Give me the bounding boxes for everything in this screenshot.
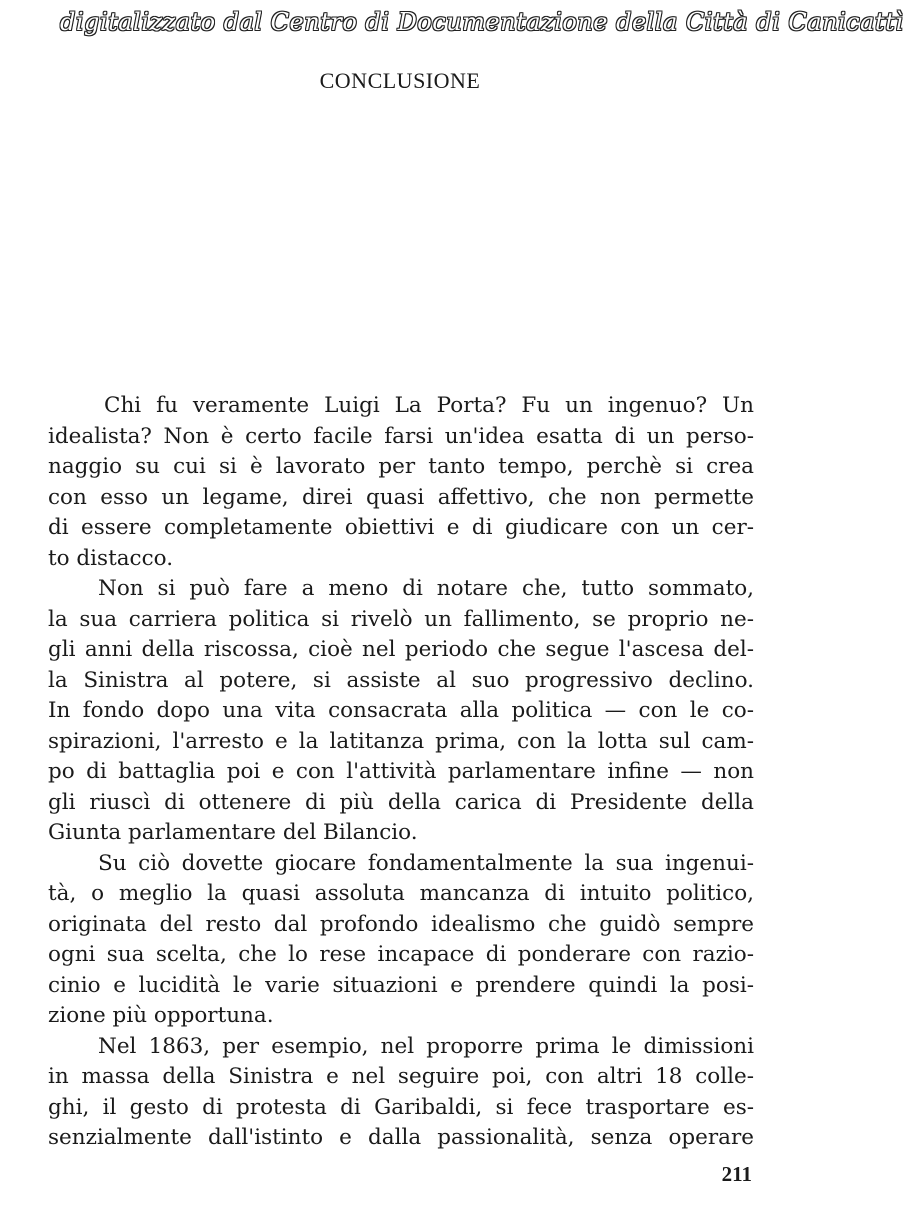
text-line: la sua carriera politica si rivelò un fallimento, se proprio ne- bbox=[48, 606, 754, 632]
text-line: di essere completamente obiettivi e di giudicare con un cer- bbox=[48, 515, 754, 540]
text-line: ogni sua scelta, che lo rese incapace di ponderare con razio- bbox=[48, 942, 754, 967]
text-line: Nel 1863, per esempio, nel proporre prima le dimissioni bbox=[98, 1033, 754, 1059]
text-line: gli riuscì di ottenere di più della carica di Presidente della bbox=[48, 789, 754, 815]
text-line: Su ciò dovette giocare fondamentalmente la sua ingenui- bbox=[98, 850, 754, 876]
text-line: Giunta parlamentare del Bilancio. bbox=[48, 820, 418, 845]
body-text bbox=[48, 391, 754, 1154]
text-line: ghi, il gesto di protesta di Garibaldi, si fece trasportare es- bbox=[48, 1094, 754, 1120]
page-number: 211 bbox=[721, 1162, 752, 1186]
text-line: spirazioni, l'arresto e la latitanza prima, con la lotta sul cam- bbox=[48, 728, 754, 754]
chapter-title: CONCLUSIONE bbox=[319, 68, 481, 93]
text-line: Non si può fare a meno di notare che, tutto sommato, bbox=[98, 576, 754, 601]
text-line: originata del resto dal profondo idealismo che guidò sempre bbox=[48, 911, 754, 937]
digitization-watermark: digitalizzato dal Centro di Documentazione della Città di Canicattì bbox=[60, 8, 903, 36]
text-line: idealista? Non è certo facile farsi un'idea esatta di un perso- bbox=[48, 423, 754, 449]
text-line: senzialmente dall'istinto e dalla passionalità, senza operare bbox=[48, 1125, 754, 1150]
text-line: naggio su cui si è lavorato per tanto tempo, perchè si crea bbox=[48, 454, 754, 479]
text-line: Chi fu veramente Luigi La Porta? Fu un ingenuo? Un bbox=[104, 393, 754, 418]
text-line: In fondo dopo una vita consacrata alla politica — con le co- bbox=[48, 698, 754, 723]
text-line: gli anni della riscossa, cioè nel periodo che segue l'ascesa del- bbox=[48, 637, 754, 662]
text-line: cinio e lucidità le varie situazioni e prendere quindi la posi- bbox=[48, 972, 754, 998]
text-line: tà, o meglio la quasi assoluta mancanza di intuito politico, bbox=[48, 881, 754, 906]
text-line: con esso un legame, direi quasi affettivo, che non permette bbox=[48, 484, 754, 510]
text-line: to distacco. bbox=[48, 545, 174, 571]
text-line: zione più opportuna. bbox=[48, 1003, 274, 1028]
text-line: po di battaglia poi e con l'attività parlamentare infine — non bbox=[48, 759, 754, 784]
text-line: in massa della Sinistra e nel seguire poi, con altri 18 colle- bbox=[48, 1064, 754, 1089]
text-line: la Sinistra al potere, si assiste al suo progressivo declino. bbox=[48, 667, 754, 693]
